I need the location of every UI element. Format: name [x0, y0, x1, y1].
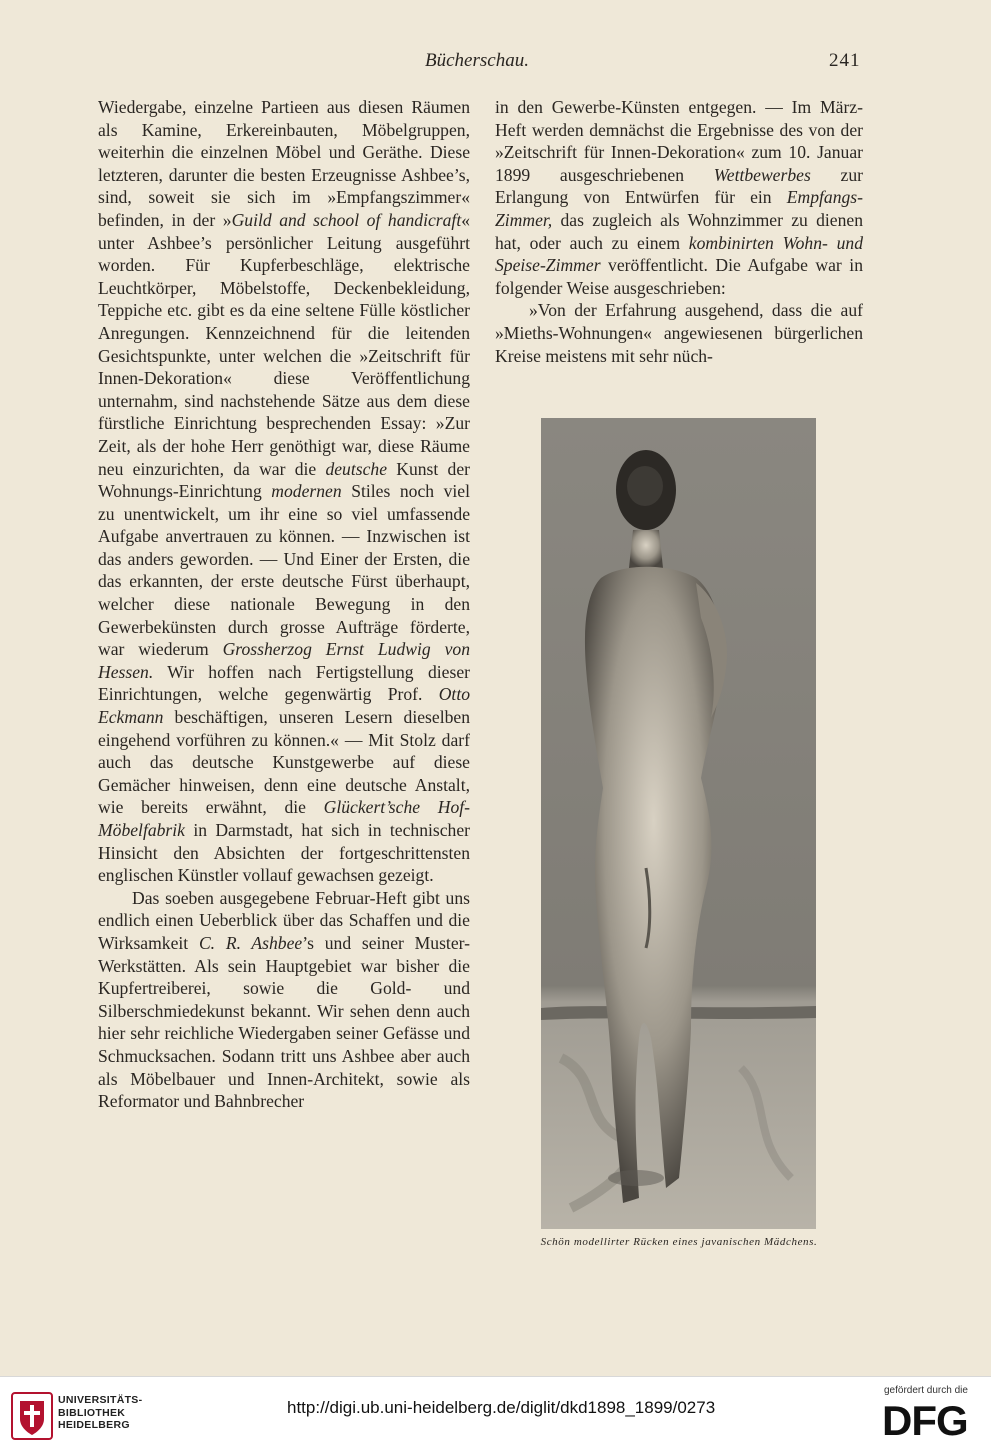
- library-name: [58, 1394, 142, 1432]
- text-run: zur Erlangung von Entwürfen für ein: [495, 164, 863, 208]
- italic-person: Otto Eckmann: [98, 684, 470, 728]
- right-paragraph-1: [495, 96, 863, 299]
- text-run: Das soeben ausgegebene Februar-Heft gibt uns endlich einen Ueberblick über das Schaffen und die Wirksamkeit: [98, 887, 470, 953]
- text-run: das zugleich als Wohnzimmer zu dienen hat, oder auch zu einem: [495, 209, 863, 253]
- text-run: ’s und seiner Muster-Werkstätten. Als sein Hauptgebiet war bisher die Kupfertreiberei, sowie die Gold- und Silberschmiedekunst bekannt. Wir sehen denn auch hier sehr reichliche Wiedergaben seiner Gefässe und Schmucksachen. Sodann tritt uns Ashbee aber auch als Möbelbauer und Innen-Architekt, sowie als Reformator und Bahnbrecher: [98, 932, 470, 1112]
- right-text-column: [495, 96, 863, 367]
- photograph-illustration: [541, 418, 816, 1229]
- italic-term: kombinirten Wohn- und Speise-Zimmer: [495, 232, 864, 276]
- library-name-line: HEIDELBERG: [58, 1419, 130, 1431]
- italic-term: Wettbewerbes: [713, 164, 811, 185]
- text-run: »Von der Erfahrung ausgehend, dass die auf »Mieths-Wohnungen« angewiesenen bürgerlichen Kreise meistens mit sehr nüch-: [495, 300, 863, 366]
- left-paragraph-2: [98, 887, 470, 1113]
- photograph: [541, 418, 816, 1229]
- funding-note: gefördert durch die: [884, 1385, 968, 1396]
- text-run: in Darmstadt, hat sich in technischer Hinsicht den Absichten der fortgeschrittensten englischen Künstler vollauf gewachsen gezeigt.: [98, 820, 470, 886]
- text-run: « unter Ashbee’s persönlicher Leitung ausgeführt worden. Für Kupferbeschläge, elektrische Leuchtkörper, Möbelstoffe, Deckenbekleidung, Teppiche etc. gibt es da eine seltene Fülle köstlicher Anregungen. Kennzeichnend für die leitenden Gesichtspunkte, unter welchen die »Zeitschrift für Innen-Dekoration« diese Veröffentlichung unternahm, sind nachstehende Sätze aus dem diese fürstliche Einrichtung besprechenden Essay: »Zur Zeit, als der hohe Herr genöthigt war, diese Räume neu einzurichten, da war die: [98, 209, 471, 479]
- italic-person: C. R. Ashbee: [198, 932, 303, 953]
- running-head: [0, 50, 991, 74]
- left-paragraph-1: [98, 96, 470, 887]
- italic-person: Grossherzog Ernst Ludwig von Hessen.: [98, 639, 470, 682]
- italic-title: Guild and school of handicraft: [231, 209, 462, 230]
- figure-caption: Schön modellirter Rücken eines javanischen Mädchens.: [540, 1236, 818, 1248]
- digitization-footer: [0, 1376, 991, 1451]
- page-number: 241: [829, 50, 861, 71]
- text-run: Kunst der Wohnungs-Einrichtung: [98, 458, 471, 502]
- library-name-line: UNIVERSITÄTS-: [58, 1394, 143, 1406]
- text-run: in den Gewerbe-Künsten entgegen. — Im März-Heft werden demnächst die Ergebnisse des von der »Zeitschrift für Innen-Dekoration« zum 10. Januar 1899 ausgeschriebenen: [495, 97, 863, 185]
- left-text-column: [98, 96, 470, 1113]
- right-paragraph-2: [495, 299, 863, 367]
- text-run: beschäftigen, unseren Lesern dieselben eingehend vorführen zu können.« — Mit Stolz darf auch das deutsche Kunstgewerbe auf diese Gemächer hinweisen, denn eine deutsche Anstalt, wie bereits erwähnt, die: [98, 707, 470, 818]
- italic-term: Empfangs-Zimmer,: [495, 187, 863, 230]
- permalink-url[interactable]: http://digi.ub.uni-heidelberg.de/diglit/dkd1898_1899/0273: [287, 1398, 716, 1417]
- text-run: veröffentlicht. Die Aufgabe war in folgender Weise ausgeschrieben:: [495, 255, 863, 298]
- italic-term: modernen: [271, 481, 342, 502]
- italic-term: deutsche: [325, 458, 388, 479]
- library-name-line: BIBLIOTHEK: [58, 1406, 126, 1419]
- dfg-logo: DFG: [882, 1397, 968, 1444]
- university-seal-icon: [10, 1391, 54, 1441]
- text-run: Wiedergabe, einzelne Partieen aus diesen Räumen als Kamine, Erkereinbauten, Möbelgruppen, weiterhin die einzelnen Möbel und Geräthe. Diese letzteren, darunter die besten Erzeugnisse Ashbee’s, sind, soweit sie sich im »Empfangszimmer« befinden, in der »: [98, 97, 470, 230]
- text-run: Stiles noch viel zu unentwickelt, um ihr eine so viel umfassende Aufgabe anvertrauen zu können. — Inzwischen ist das anders geworden. — Und Einer der Ersten, die das erkannten, der erste deutsche Fürst überhaupt, welcher diese nationale Bewegung in den Gewerbekünsten durch grosse Aufträge förderte, war wiederum: [98, 481, 470, 660]
- text-run: Wir hoffen nach Fertigstellung dieser Einrichtungen, welche gegenwärtig Prof.: [98, 661, 470, 705]
- italic-company: Glückert’sche Hof-Möbelfabrik: [98, 797, 470, 840]
- running-title: Bücherschau.: [425, 50, 529, 71]
